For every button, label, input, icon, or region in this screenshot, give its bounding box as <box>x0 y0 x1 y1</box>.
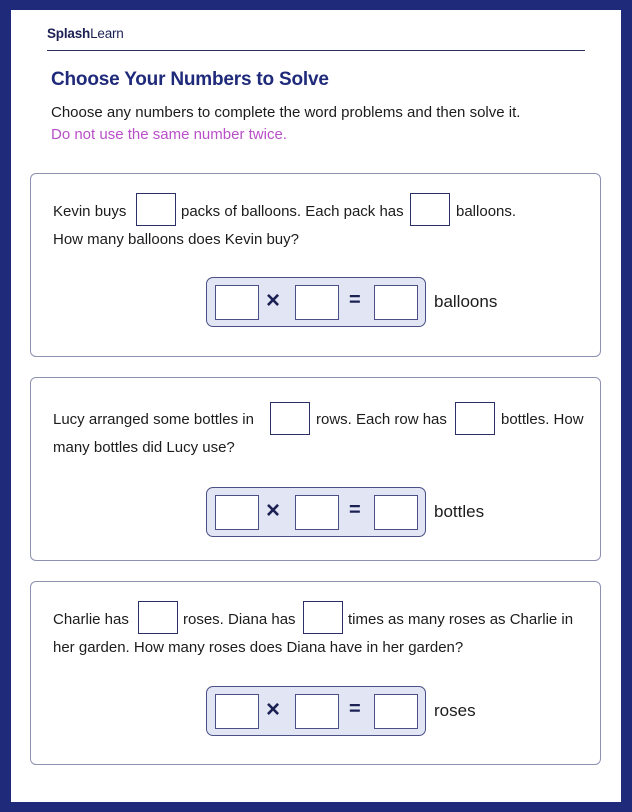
problem-2-unit: bottles <box>434 502 485 521</box>
problem-3-factor-2[interactable] <box>295 694 339 729</box>
problem-1-text-b: packs of balloons. Each pack has <box>181 203 404 220</box>
instruction-note: Do not use the same number twice. <box>51 126 287 143</box>
problem-2-factor-2[interactable] <box>295 495 339 530</box>
problem-2-equation <box>206 487 426 537</box>
problem-2-blank-2[interactable] <box>455 402 495 435</box>
page-title: Choose Your Numbers to Solve <box>51 69 329 90</box>
problem-3-blank-2[interactable] <box>303 601 343 634</box>
problem-1-blank-1[interactable] <box>136 193 176 226</box>
problem-3-product[interactable] <box>374 694 418 729</box>
header-divider <box>47 50 585 51</box>
problem-1-question: How many balloons does Kevin buy? <box>53 231 299 248</box>
equals-sign: = <box>349 499 361 521</box>
problem-2-text-b: rows. Each row has <box>316 411 447 428</box>
problem-1-text-c: balloons. <box>456 203 517 220</box>
times-sign: × <box>266 287 281 314</box>
instructions: Choose any numbers to complete the word problems and then solve it. <box>51 104 521 121</box>
problem-2-text-c: bottles. How <box>501 411 584 428</box>
problem-3-text-a: Charlie has <box>53 611 129 628</box>
problem-3-factor-1[interactable] <box>215 694 259 729</box>
problem-1-product[interactable] <box>374 285 418 320</box>
problem-2-factor-1[interactable] <box>215 495 259 530</box>
problem-3-text-c: times as many roses as Charlie in <box>348 611 574 628</box>
problem-1-unit: balloons <box>434 292 498 311</box>
problem-3-unit: roses <box>434 701 476 720</box>
problem-1-factor-2[interactable] <box>295 285 339 320</box>
problem-1-equation <box>206 277 426 327</box>
problem-1-factor-1[interactable] <box>215 285 259 320</box>
problem-2-product[interactable] <box>374 495 418 530</box>
equals-sign: = <box>349 289 361 311</box>
problem-card-3 <box>30 581 601 765</box>
problem-1-text-a: Kevin buys <box>53 203 127 220</box>
problem-card-1 <box>30 173 601 357</box>
problem-3-blank-1[interactable] <box>138 601 178 634</box>
equals-sign: = <box>349 698 361 720</box>
problem-card-2 <box>30 377 601 561</box>
problem-2-blank-1[interactable] <box>270 402 310 435</box>
problem-2-question: many bottles did Lucy use? <box>53 439 235 456</box>
splashlearn-logo: SplashLearn <box>47 26 124 41</box>
problem-2-text-a: Lucy arranged some bottles in <box>53 411 254 428</box>
times-sign: × <box>266 497 281 524</box>
problem-1-blank-2[interactable] <box>410 193 450 226</box>
problem-3-question: her garden. How many roses does Diana have in her garden? <box>53 639 464 656</box>
worksheet <box>11 10 621 802</box>
problem-3-equation <box>206 686 426 736</box>
times-sign: × <box>266 696 281 723</box>
problem-3-text-b: roses. Diana has <box>183 611 296 628</box>
